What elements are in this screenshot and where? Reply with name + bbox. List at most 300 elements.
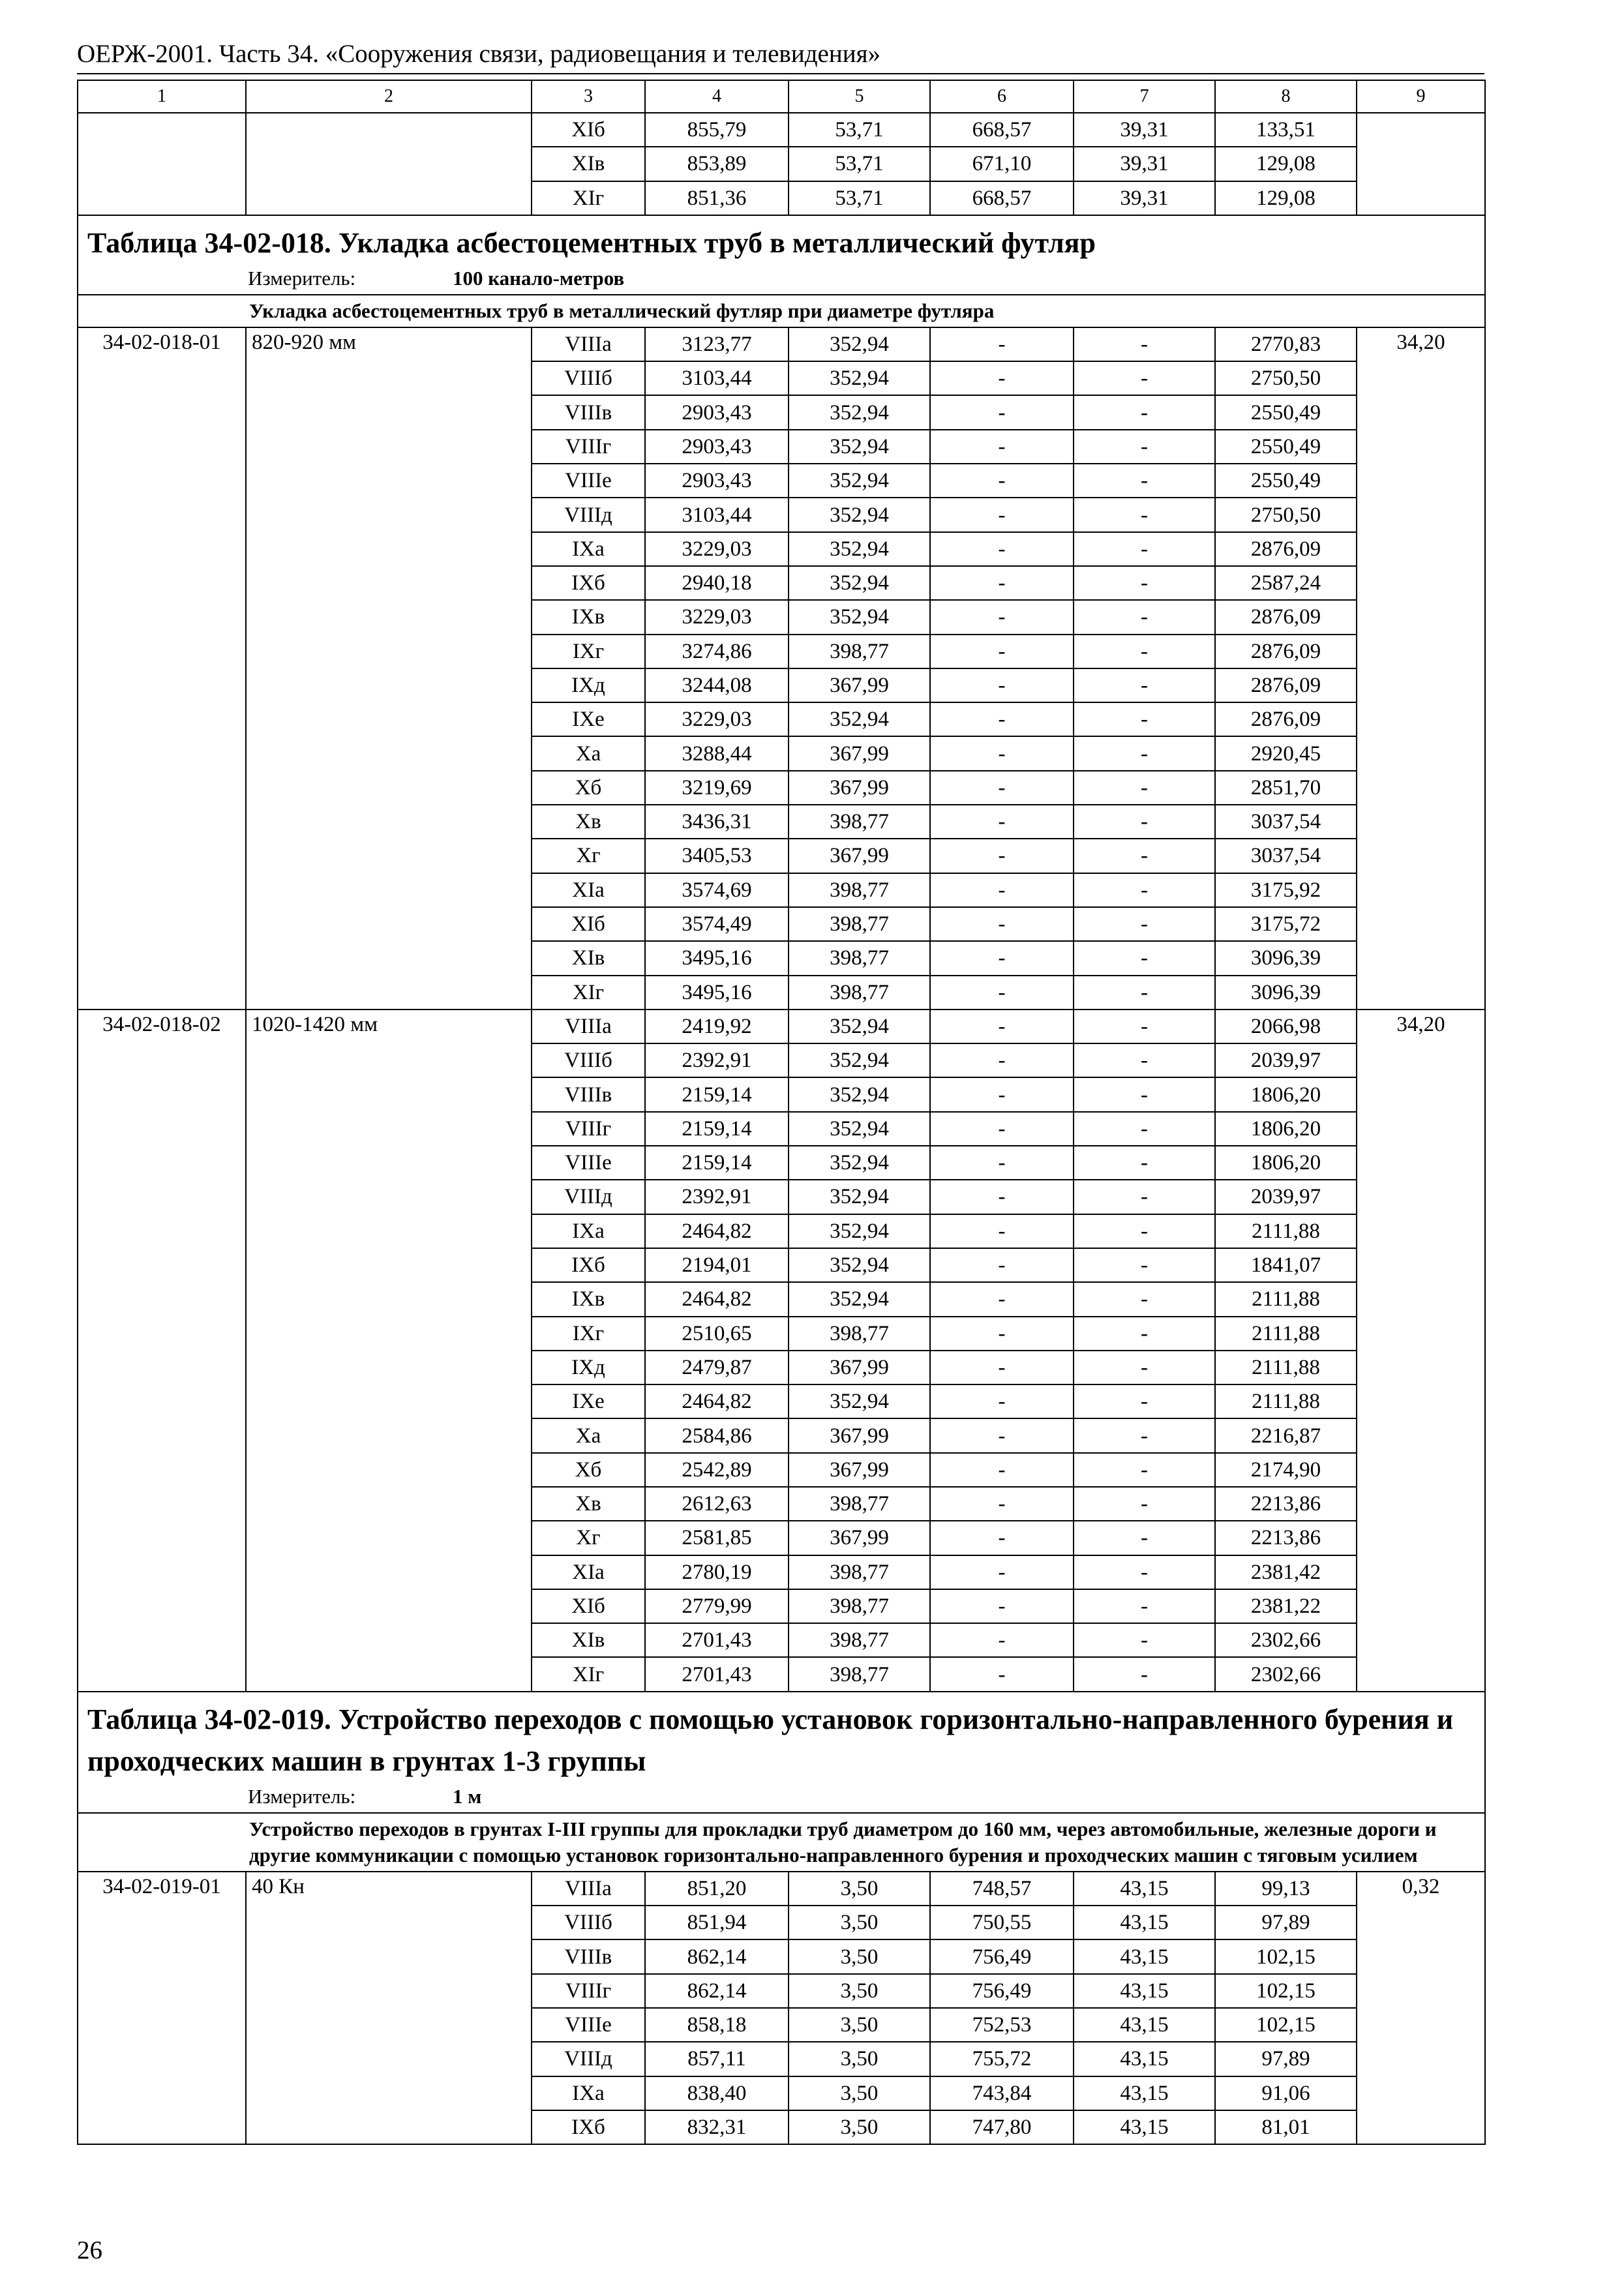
value-cell: 3574,49 [645,907,789,941]
value-cell: 3495,16 [645,941,789,975]
value-cell: IXа [532,2076,645,2110]
value-cell: 398,77 [789,907,930,941]
value-cell: 398,77 [789,1317,930,1351]
table-row [78,327,1485,361]
column-number-cell: 3 [532,80,645,113]
value-cell: 2381,22 [1215,1589,1357,1623]
column-number-cell: 2 [246,80,532,113]
column-number-cell: 5 [789,80,930,113]
table-title-cell [78,215,1485,295]
value-cell: 367,99 [789,1351,930,1384]
value-cell: 352,94 [789,1282,930,1316]
value-cell: 2066,98 [1215,1010,1357,1043]
empty-desc-cell [246,113,532,215]
value-cell: 398,77 [789,976,930,1010]
value-cell: - [930,839,1074,873]
value-cell: 862,14 [645,1974,789,2008]
value-cell: 2159,14 [645,1146,789,1180]
value-cell: 743,84 [930,2076,1074,2110]
value-cell: 755,72 [930,2042,1074,2076]
value-cell: 3,50 [789,1872,930,1906]
value-cell: Xг [532,839,645,873]
value-cell: 102,15 [1215,1974,1357,2008]
empty-code-cell [78,113,246,215]
value-cell: 2584,86 [645,1418,789,1452]
value-cell: 851,94 [645,1906,789,1939]
value-cell: 2111,88 [1215,1351,1357,1384]
value-cell: IXб [532,566,645,600]
value-cell: - [930,1589,1074,1623]
value-cell: - [930,1077,1074,1111]
table-title-cell [78,1692,1485,1813]
value-cell: 2419,92 [645,1010,789,1043]
value-cell: - [930,1555,1074,1589]
value-cell: IXд [532,668,645,702]
unit-label: Измеритель: [248,1784,356,1808]
section-subtitle-row [78,1813,1485,1872]
value-cell: 3219,69 [645,771,789,805]
item-norm: 0,32 [1357,1872,1485,2144]
column-number-cell: 6 [930,80,1074,113]
table-title: Таблица 34-02-019. Устройство переходов с помощью установок горизонтально-направленного бурения и проходческих машин в грунтах 1-3 группы [87,1703,1454,1777]
value-cell: 3175,72 [1215,907,1357,941]
value-cell: - [1074,464,1215,498]
value-cell: 352,94 [789,1146,930,1180]
value-cell: - [930,941,1074,975]
value-cell: XIв [532,941,645,975]
value-cell: - [1074,1146,1215,1180]
value-cell: 2111,88 [1215,1282,1357,1316]
value-cell: 43,15 [1074,1906,1215,1939]
value-cell: - [1074,702,1215,736]
value-cell: 43,15 [1074,1939,1215,1973]
value-cell: XIб [532,907,645,941]
value-cell: IXб [532,1248,645,1282]
value-cell: IXг [532,1317,645,1351]
value-cell: - [1074,1453,1215,1487]
value-cell: 3,50 [789,1906,930,1939]
value-cell: Xа [532,1418,645,1452]
value-cell: 352,94 [789,1248,930,1282]
value-cell: Xг [532,1521,645,1555]
value-cell: 3244,08 [645,668,789,702]
value-cell: XIб [532,113,645,147]
value-cell: 2464,82 [645,1282,789,1316]
value-cell: - [930,1180,1074,1214]
value-cell: 352,94 [789,498,930,531]
value-cell: VIIIб [532,1906,645,1939]
value-cell: VIIIг [532,430,645,464]
value-cell: XIа [532,1555,645,1589]
value-cell: 133,51 [1215,113,1357,147]
value-cell: 2612,63 [645,1487,789,1521]
value-cell: 97,89 [1215,2042,1357,2076]
value-cell: - [1074,1384,1215,1418]
value-cell: 2213,86 [1215,1521,1357,1555]
value-cell: 367,99 [789,1453,930,1487]
value-cell: 2381,42 [1215,1555,1357,1589]
item-code: 34-02-018-02 [78,1010,246,1692]
value-cell: 2216,87 [1215,1418,1357,1452]
value-cell: VIIIе [532,2008,645,2042]
value-cell: 671,10 [930,147,1074,181]
value-cell: 853,89 [645,147,789,181]
value-cell: Xб [532,771,645,805]
value-cell: 53,71 [789,113,930,147]
value-cell: - [1074,1657,1215,1691]
value-cell: 2464,82 [645,1214,789,1248]
item-norm: 34,20 [1357,1010,1485,1692]
value-cell: 2174,90 [1215,1453,1357,1487]
value-cell: 3,50 [789,2110,930,2144]
value-cell: 352,94 [789,464,930,498]
column-number-cell: 8 [1215,80,1357,113]
value-cell: 43,15 [1074,1974,1215,2008]
value-cell: 39,31 [1074,113,1215,147]
value-cell: XIб [532,1589,645,1623]
item-code: 34-02-018-01 [78,327,246,1010]
value-cell: 750,55 [930,1906,1074,1939]
value-cell: 3229,03 [645,702,789,736]
value-cell: 2479,87 [645,1351,789,1384]
value-cell: IXе [532,1384,645,1418]
value-cell: 97,89 [1215,1906,1357,1939]
value-cell: - [930,907,1074,941]
value-cell: 2903,43 [645,430,789,464]
value-cell: - [1074,839,1215,873]
value-cell: 53,71 [789,147,930,181]
value-cell: 2039,97 [1215,1043,1357,1077]
value-cell: - [930,566,1074,600]
value-cell: 43,15 [1074,1872,1215,1906]
value-cell: 858,18 [645,2008,789,2042]
value-cell: 2542,89 [645,1453,789,1487]
value-cell: 2159,14 [645,1077,789,1111]
value-cell: - [930,1418,1074,1452]
value-cell: - [1074,1351,1215,1384]
value-cell: 53,71 [789,181,930,215]
value-cell: 352,94 [789,1384,930,1418]
value-cell: 2464,82 [645,1384,789,1418]
value-cell: 352,94 [789,702,930,736]
value-cell: 851,36 [645,181,789,215]
value-cell: - [1074,1418,1215,1452]
value-cell: 2903,43 [645,464,789,498]
item-description: 1020-1420 мм [246,1010,532,1692]
value-cell: - [930,771,1074,805]
value-cell: 3495,16 [645,976,789,1010]
value-cell: - [930,361,1074,395]
value-cell: 398,77 [789,941,930,975]
value-cell: Xа [532,736,645,770]
value-cell: - [930,395,1074,429]
value-cell: - [930,1657,1074,1691]
value-cell: - [1074,1043,1215,1077]
value-cell: 668,57 [930,181,1074,215]
value-cell: 352,94 [789,361,930,395]
value-cell: - [1074,327,1215,361]
header-rule [77,73,1484,74]
value-cell: 2213,86 [1215,1487,1357,1521]
value-cell: - [1074,532,1215,566]
value-cell: 3103,44 [645,498,789,531]
value-cell: 668,57 [930,113,1074,147]
column-number-cell: 4 [645,80,789,113]
value-cell: - [1074,361,1215,395]
value-cell: VIIIа [532,327,645,361]
value-cell: - [1074,907,1215,941]
value-cell: - [1074,1317,1215,1351]
value-cell: 3229,03 [645,600,789,634]
value-cell: 398,77 [789,873,930,907]
value-cell: VIIIе [532,464,645,498]
table-row [78,1010,1485,1043]
value-cell: XIг [532,181,645,215]
value-cell: 2510,65 [645,1317,789,1351]
value-cell: 3274,86 [645,635,789,668]
value-cell: - [930,805,1074,839]
value-cell: 91,06 [1215,2076,1357,2110]
page-number: 26 [77,2236,102,2264]
value-cell: - [930,873,1074,907]
value-cell: 2550,49 [1215,464,1357,498]
value-cell: 2851,70 [1215,771,1357,805]
value-cell: IXе [532,702,645,736]
column-number-cell: 9 [1357,80,1485,113]
value-cell: 367,99 [789,1418,930,1452]
unit-value: 1 м [453,1784,482,1808]
value-cell: 129,08 [1215,147,1357,181]
value-cell: VIIIе [532,1146,645,1180]
item-norm: 34,20 [1357,327,1485,1010]
value-cell: VIIIд [532,1180,645,1214]
value-cell: XIа [532,873,645,907]
value-cell: XIв [532,147,645,181]
value-cell: 2039,97 [1215,1180,1357,1214]
value-cell: 756,49 [930,1939,1074,1973]
value-cell: - [930,1010,1074,1043]
value-cell: 2587,24 [1215,566,1357,600]
value-cell: Xв [532,1487,645,1521]
value-cell: 857,11 [645,2042,789,2076]
value-cell: - [1074,1282,1215,1316]
value-cell: - [930,635,1074,668]
value-cell: - [1074,1487,1215,1521]
table-title: Таблица 34-02-018. Укладка асбестоцементных труб в металлический футляр [87,226,1096,259]
value-cell: XIв [532,1623,645,1657]
section-subtitle-row [78,295,1485,327]
value-cell: 2940,18 [645,566,789,600]
value-cell: 2392,91 [645,1043,789,1077]
value-cell: - [1074,1180,1215,1214]
value-cell: - [1074,1623,1215,1657]
value-cell: - [1074,976,1215,1010]
value-cell: - [930,1487,1074,1521]
value-cell: 748,57 [930,1872,1074,1906]
value-cell: - [1074,600,1215,634]
value-cell: - [930,1282,1074,1316]
value-cell: 3574,69 [645,873,789,907]
value-cell: VIIIд [532,498,645,531]
value-cell: 862,14 [645,1939,789,1973]
value-cell: VIIIв [532,1939,645,1973]
value-cell: 2770,83 [1215,327,1357,361]
value-cell: - [930,1384,1074,1418]
value-cell: IXа [532,532,645,566]
value-cell: 43,15 [1074,2076,1215,2110]
value-cell: 2550,49 [1215,395,1357,429]
unit-label: Измеритель: [248,266,356,290]
table-row [78,113,1485,147]
value-cell: 1806,20 [1215,1077,1357,1111]
value-cell: - [1074,668,1215,702]
value-cell: 832,31 [645,2110,789,2144]
value-cell: - [930,1453,1074,1487]
value-cell: 43,15 [1074,2110,1215,2144]
value-cell: - [930,668,1074,702]
item-code: 34-02-019-01 [78,1872,246,2144]
value-cell: - [1074,1214,1215,1248]
value-cell: 1806,20 [1215,1112,1357,1146]
value-cell: 398,77 [789,1623,930,1657]
empty-norm-cell [1357,113,1485,215]
column-number-row [78,80,1485,113]
section-subtitle: Укладка асбестоцементных труб в металлический футляр при диаметре футляра [78,295,1485,327]
value-cell: 3037,54 [1215,805,1357,839]
value-cell: - [930,1317,1074,1351]
value-cell: - [930,1146,1074,1180]
value-cell: - [1074,430,1215,464]
value-cell: 39,31 [1074,147,1215,181]
column-number-cell: 7 [1074,80,1215,113]
value-cell: 3405,53 [645,839,789,873]
value-cell: 2876,09 [1215,668,1357,702]
value-cell: VIIIв [532,1077,645,1111]
value-cell: VIIIв [532,395,645,429]
value-cell: 2392,91 [645,1180,789,1214]
value-cell: 352,94 [789,1043,930,1077]
value-cell: - [930,1623,1074,1657]
value-cell: 102,15 [1215,2008,1357,2042]
value-cell: 39,31 [1074,181,1215,215]
value-cell: 2550,49 [1215,430,1357,464]
page-header-title: ОЕРЖ-2001. Часть 34. «Сооружения связи, радиовещания и телевидения» [77,40,881,68]
value-cell: IXг [532,635,645,668]
value-cell: - [930,1214,1074,1248]
value-cell: - [1074,1589,1215,1623]
value-cell: - [930,1248,1074,1282]
value-cell: 2876,09 [1215,600,1357,634]
value-cell: 2194,01 [645,1248,789,1282]
value-cell: - [930,976,1074,1010]
value-cell: - [1074,873,1215,907]
value-cell: 352,94 [789,1077,930,1111]
value-cell: - [1074,1010,1215,1043]
rates-table [77,80,1486,2145]
value-cell: - [930,532,1074,566]
value-cell: - [1074,498,1215,531]
value-cell: VIIIб [532,361,645,395]
value-cell: - [930,327,1074,361]
table-title-row [78,1692,1485,1813]
value-cell: 129,08 [1215,181,1357,215]
value-cell: VIIIб [532,1043,645,1077]
value-cell: VIIIг [532,1974,645,2008]
value-cell: 3,50 [789,2042,930,2076]
value-cell: 2903,43 [645,395,789,429]
value-cell: VIIIг [532,1112,645,1146]
value-cell: 3,50 [789,2076,930,2110]
value-cell: - [1074,736,1215,770]
value-cell: IXв [532,600,645,634]
value-cell: 3123,77 [645,327,789,361]
column-number-cell: 1 [78,80,246,113]
value-cell: IXв [532,1282,645,1316]
value-cell: IXа [532,1214,645,1248]
value-cell: 855,79 [645,113,789,147]
unit-value: 100 канало-метров [453,266,625,290]
value-cell: 3037,54 [1215,839,1357,873]
value-cell: 2701,43 [645,1657,789,1691]
value-cell: 352,94 [789,430,930,464]
table-row [78,1872,1485,1906]
value-cell: 3096,39 [1215,976,1357,1010]
item-description: 40 Кн [246,1872,532,2144]
value-cell: 851,20 [645,1872,789,1906]
section-subtitle: Устройство переходов в грунтах I-III группы для прокладки труб диаметром до 160 мм, через автомобильные, железные дороги и другие коммуникации с помощью установок горизонтально-направленного бурения и проходческих машин с тяговым усилием [78,1813,1485,1872]
value-cell: 2701,43 [645,1623,789,1657]
value-cell: 3,50 [789,1939,930,1973]
rates-table-body [78,80,1485,2144]
value-cell: 3436,31 [645,805,789,839]
value-cell: - [930,498,1074,531]
item-description: 820-920 мм [246,327,532,1010]
value-cell: 1806,20 [1215,1146,1357,1180]
table-title-row [78,215,1485,295]
value-cell: Xб [532,1453,645,1487]
value-cell: 43,15 [1074,2042,1215,2076]
value-cell: 43,15 [1074,2008,1215,2042]
value-cell: 2750,50 [1215,498,1357,531]
value-cell: IXд [532,1351,645,1384]
value-cell: 756,49 [930,1974,1074,2008]
value-cell: IXб [532,2110,645,2144]
value-cell: 352,94 [789,600,930,634]
value-cell: 398,77 [789,805,930,839]
value-cell: 367,99 [789,839,930,873]
value-cell: 81,01 [1215,2110,1357,2144]
value-cell: - [930,1112,1074,1146]
value-cell: 398,77 [789,635,930,668]
value-cell: 352,94 [789,1214,930,1248]
value-cell: 367,99 [789,771,930,805]
value-cell: 2876,09 [1215,532,1357,566]
value-cell: 352,94 [789,1112,930,1146]
value-cell: 3,50 [789,2008,930,2042]
value-cell: 2302,66 [1215,1657,1357,1691]
value-cell: 2780,19 [645,1555,789,1589]
value-cell: 3,50 [789,1974,930,2008]
value-cell: XIг [532,976,645,1010]
value-cell: 2111,88 [1215,1384,1357,1418]
value-cell: 367,99 [789,736,930,770]
value-cell: 352,94 [789,1180,930,1214]
value-cell: - [1074,771,1215,805]
value-cell: - [930,702,1074,736]
value-cell: 367,99 [789,1521,930,1555]
value-cell: - [930,736,1074,770]
value-cell: 3103,44 [645,361,789,395]
